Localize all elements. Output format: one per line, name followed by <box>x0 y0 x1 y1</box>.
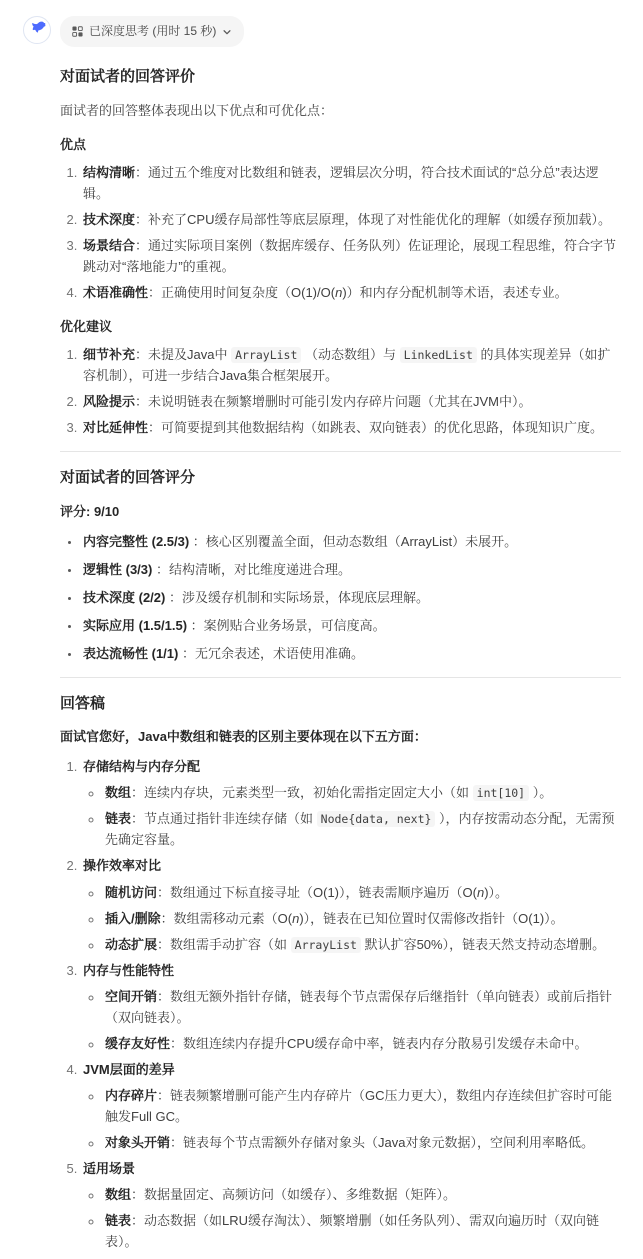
list-item-title <box>83 855 621 876</box>
text-segment: 随机访问 <box>105 884 158 900</box>
text-segment: )），链表在已知位置时仅需修改指针（O(1)）。 <box>299 910 564 926</box>
text-segment: 对象头开销 <box>105 1134 171 1150</box>
sub-list-item <box>103 1033 621 1054</box>
list-item <box>81 559 621 580</box>
text-segment: 的具体实现差异（如扩容机制），可进一步结合Java集合框架展开。 <box>83 347 611 384</box>
message-body <box>60 16 621 1259</box>
text-segment: ：节点通过指针非连续存储（如 <box>131 811 317 827</box>
bullet-list <box>60 531 621 664</box>
inline-code: ArrayList <box>231 347 301 363</box>
text-segment: )）和内存分配机制等术语，表述专业。 <box>342 285 568 301</box>
text-segment: 面试官您好，Java中数组和链表的区别主要体现在以下五方面： <box>60 729 427 745</box>
sub-list-item <box>103 1132 621 1153</box>
text-segment: 内容完整性 (2.5/3) <box>83 533 190 549</box>
text-segment: ：数组无额外指针存储，链表每个节点需保存后继指针（单向链表）或前后指针（双向链表）。 <box>105 988 613 1025</box>
sub-list-item <box>103 808 621 850</box>
deep-think-toggle[interactable] <box>60 16 244 47</box>
message-content <box>60 65 621 1252</box>
list-item <box>81 615 621 636</box>
text-segment: 对比延伸性 <box>83 420 149 436</box>
chevron-down-icon <box>222 27 232 37</box>
sub-list-item <box>103 1184 621 1205</box>
text-segment: 空间开销 <box>105 988 158 1004</box>
text-segment: 逻辑性 (3/3) <box>83 561 153 577</box>
text-segment: 链表 <box>105 811 132 827</box>
text-segment: ：可简要提到其他数据结构（如跳表、双向链表）的优化思路，体现知识广度。 <box>148 420 604 436</box>
sub-list <box>83 986 621 1054</box>
sub-list <box>83 882 621 955</box>
text-segment: 实际应用 (1.5/1.5) <box>83 617 188 633</box>
text-segment: ：链表每个节点需额外存储对象头（Java对象元数据），空间利用率略低。 <box>170 1134 594 1150</box>
text-segment: 链表 <box>105 1213 132 1229</box>
text-segment: 适用场景 <box>83 1161 136 1177</box>
sub-list-item <box>103 782 621 803</box>
text-segment: ：链表频繁增删可能产生内存碎片（GC压力更大），数组内存连续但扩容时可能触发Full GC。 <box>105 1087 613 1124</box>
section-heading: 优化建议 <box>60 319 113 335</box>
text-segment: ：案例贴合业务场景，可信度高。 <box>187 617 386 633</box>
list-item-title <box>83 756 621 777</box>
text-segment: ：正确使用时间复杂度（O(1)/O( <box>148 285 336 301</box>
list-item <box>81 209 621 230</box>
list-item <box>81 960 621 1054</box>
list-item <box>81 417 621 438</box>
text-segment: 默认扩容50%），链表天然支持动态增删。 <box>360 936 606 952</box>
text-segment: ：涉及缓存机制和实际场景，体现底层理解。 <box>165 589 429 605</box>
text-segment: 操作效率对比 <box>83 858 162 874</box>
list-item <box>81 282 621 303</box>
sub-list-item <box>103 1085 621 1127</box>
text-segment: JVM层面的差异 <box>83 1061 175 1077</box>
text-segment: n <box>335 285 343 301</box>
sub-list <box>83 1085 621 1153</box>
sub-list-item <box>103 1210 621 1252</box>
text-segment: ：核心区别覆盖全面，但动态数组（ArrayList）未展开。 <box>189 533 518 549</box>
text-segment: ：数据量固定、高频访问（如缓存）、多维数据（矩阵）。 <box>131 1187 457 1203</box>
avatar <box>23 16 51 44</box>
text-segment: 评分: 9/10 <box>60 503 120 519</box>
ordered-list <box>60 162 621 303</box>
list-item <box>81 235 621 277</box>
text-segment: )）。 <box>484 884 509 900</box>
text-segment: ：结构清晰，对比维度递进合理。 <box>152 561 351 577</box>
divider <box>60 451 621 452</box>
text-segment: ），内存按需动态分配，无需预先确定容量。 <box>105 811 615 848</box>
divider <box>60 677 621 678</box>
text-segment: 内存与性能特性 <box>83 962 175 978</box>
list-item-title <box>83 1158 621 1179</box>
text-segment: 面试者的回答整体表现出以下优点和可优化点： <box>60 102 334 118</box>
text-segment: ：数组连续内存提升CPU缓存命中率，链表内存分散易引发缓存未命中。 <box>170 1035 588 1051</box>
text-segment: 内存碎片 <box>105 1087 158 1103</box>
list-item <box>81 162 621 204</box>
section-heading: 优点 <box>60 136 87 152</box>
sub-list-item <box>103 882 621 903</box>
deep-think-label: 已深度思考 (用时 15 秒) <box>89 24 217 38</box>
text-segment: ：补充了CPU缓存局部性等底层原理，体现了对性能优化的理解（如缓存预加载）。 <box>135 211 611 227</box>
nested-ordered-list <box>60 756 621 1252</box>
text-segment: ：未说明链表在频繁增删时可能引发内存碎片问题（尤其在JVM中）。 <box>135 394 532 410</box>
text-segment: n <box>476 884 485 900</box>
deepthink-icon <box>72 26 83 37</box>
inline-code: LinkedList <box>400 347 477 363</box>
inline-code: ArrayList <box>291 937 361 953</box>
deepseek-whale-icon <box>29 19 46 41</box>
text-segment: ）。 <box>529 785 553 801</box>
text-segment: ：通过实际项目案例（数据库缓存、任务队列）佐证理论，展现工程思维，符合字节跳动对“落地能力”的重视。 <box>83 237 617 275</box>
text-segment: （动态数组）与 <box>301 347 400 363</box>
list-item <box>81 756 621 850</box>
text-segment: ：数组通过下标直接寻址（O(1)），链表需顺序遍历（O( <box>157 884 477 900</box>
section-heading: 对面试者的回答评价 <box>60 68 196 86</box>
text-segment: 风险提示 <box>83 394 136 410</box>
text-segment: n <box>292 910 300 926</box>
list-item <box>81 531 621 552</box>
list-item <box>81 855 621 954</box>
text-segment: 术语准确性 <box>83 285 149 301</box>
inline-code: Node{data, next} <box>317 811 436 827</box>
list-item <box>81 643 621 664</box>
text-segment: 数组 <box>105 1187 132 1203</box>
section-heading: 回答稿 <box>60 694 106 712</box>
ordered-list <box>60 344 621 438</box>
section-heading: 对面试者的回答评分 <box>60 469 196 487</box>
text-segment: 数组 <box>105 785 132 801</box>
text-segment: ：未提及Java中 <box>135 347 232 363</box>
list-item-title <box>83 1059 621 1080</box>
text-segment: ：通过五个维度对比数组和链表，逻辑层次分明，符合技术面试的“总分总”表达逻辑。 <box>83 164 599 201</box>
text-segment: 缓存友好性 <box>105 1035 171 1051</box>
text-segment: ：动态数据（如LRU缓存淘汰）、频繁增删（如任务队列）、需双向遍历时（双向链表）。 <box>105 1213 600 1250</box>
sub-list-item <box>103 986 621 1028</box>
list-item-title <box>83 960 621 981</box>
list-item <box>81 1158 621 1252</box>
list-item <box>81 391 621 412</box>
inline-code: int[10] <box>473 785 529 801</box>
list-item <box>81 344 621 386</box>
text-segment: 场景结合 <box>83 237 136 253</box>
text-segment: 技术深度 <box>83 211 136 227</box>
sub-list-item <box>103 908 621 929</box>
text-segment: 结构清晰 <box>83 164 136 180</box>
text-segment: 表达流畅性 (1/1) <box>83 645 179 661</box>
text-segment: ：数组需手动扩容（如 <box>157 936 291 952</box>
text-segment: 动态扩展 <box>105 936 158 952</box>
paragraph <box>60 100 621 121</box>
list-item <box>81 587 621 608</box>
list-item <box>81 1059 621 1153</box>
paragraph <box>60 501 621 522</box>
sub-list <box>83 1184 621 1252</box>
text-segment: 技术深度 (2/2) <box>83 589 166 605</box>
text-segment: ：无冗余表述，术语使用准确。 <box>178 645 364 661</box>
text-segment: 插入/删除 <box>105 910 161 926</box>
sub-list-item <box>103 934 621 955</box>
text-segment: 存储结构与内存分配 <box>83 759 201 775</box>
text-segment: ：连续内存块，元素类型一致，初始化需指定固定大小（如 <box>131 785 473 801</box>
paragraph <box>60 726 621 747</box>
text-segment: ：数组需移动元素（O( <box>160 910 293 926</box>
text-segment: 细节补充 <box>83 347 136 363</box>
sub-list <box>83 782 621 850</box>
